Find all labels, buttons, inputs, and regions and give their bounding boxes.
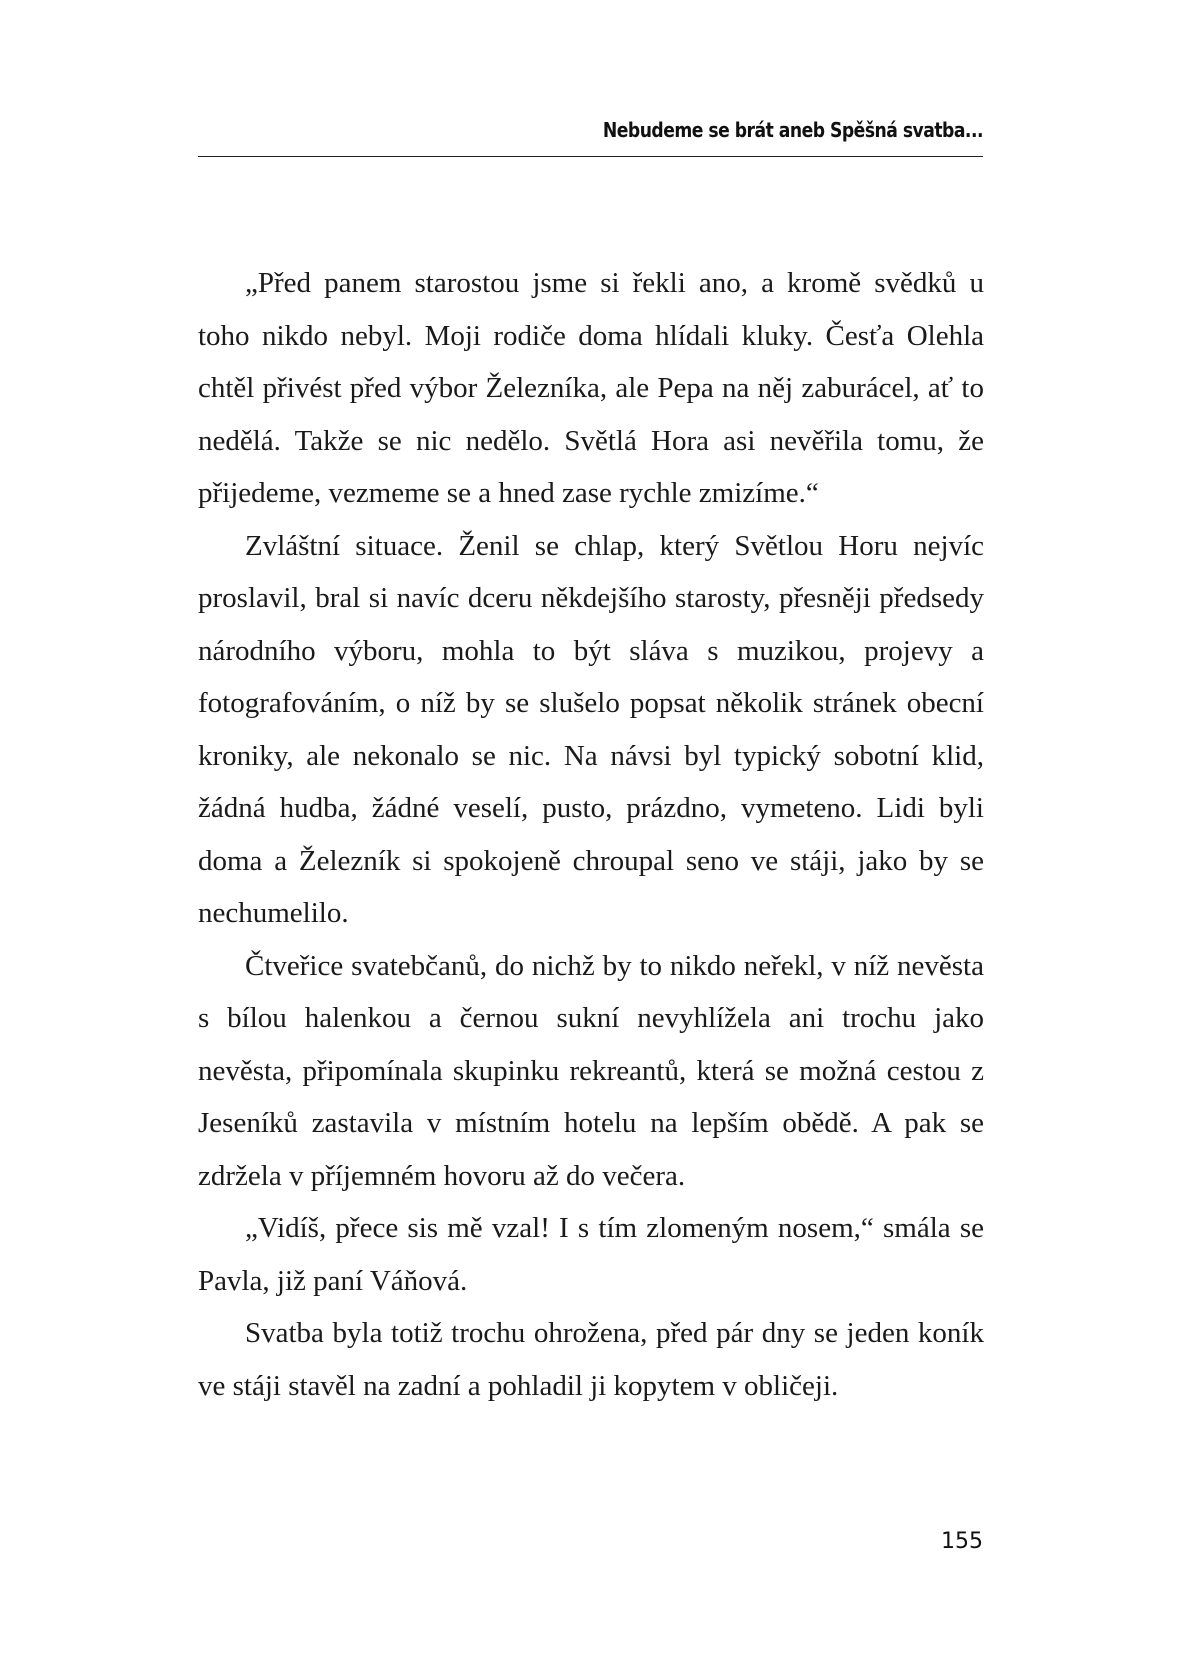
running-header: Nebudeme se brát aneb Spěšná svatba... xyxy=(602,118,983,142)
paragraph: Čtveřice svatebčanů, do nichž by to nikdo neřekl, v níž nevěsta s bílou halenkou a černou sukní nevyhlížela ani trochu jako nevěsta, připomínala skupinku rekreantů, která se možná cestou z Jeseníků zastavila v místním hotelu na lepším obědě. A pak se zdržela v příjemném hovoru až do večera. xyxy=(198,949,984,1192)
page-number: 155 xyxy=(941,1529,983,1554)
paragraph: Zvláštní situace. Ženil se chlap, který Světlou Horu nejvíc proslavil, bral si navíc dceru někdejšího starosty, přesněji předsedy národního výboru, mohla to být sláva s muzikou, projevy a fotografováním, o níž by se slušelo popsat několik stránek obecní kroniky, ale nekonalo se nic. Na návsi byl typický sobotní klid, žádná hudba, žádné veselí, pusto, prázdno, vymeteno. Lidi byli doma a Železník si spokojeně chroupal seno ve stáji, jako by se nechumelilo. xyxy=(198,529,984,929)
paragraph: Svatba byla totiž trochu ohrožena, před pár dny se jeden koník ve stáji stavěl na zadní a pohladil ji kopytem v obličeji. xyxy=(198,1317,984,1402)
header-rule xyxy=(198,156,983,157)
paragraph: „Před panem starostou jsme si řekli ano, a kromě svědků u toho nikdo nebyl. Moji rodiče doma hlídali kluky. Česťa Olehla chtěl přivést před výbor Železníka, ale Pepa na něj zaburácel, ať to nedělá. Takže se nic nedělo. Světlá Hora asi nevěřila tomu, že přijedeme, vezmeme se a hned zase rychle zmizíme.“ xyxy=(198,267,984,509)
body-text xyxy=(198,257,984,1412)
paragraph: „Vidíš, přece sis mě vzal! I s tím zlomeným nosem,“ smála se Pavla, již paní Váňová. xyxy=(198,1212,984,1297)
